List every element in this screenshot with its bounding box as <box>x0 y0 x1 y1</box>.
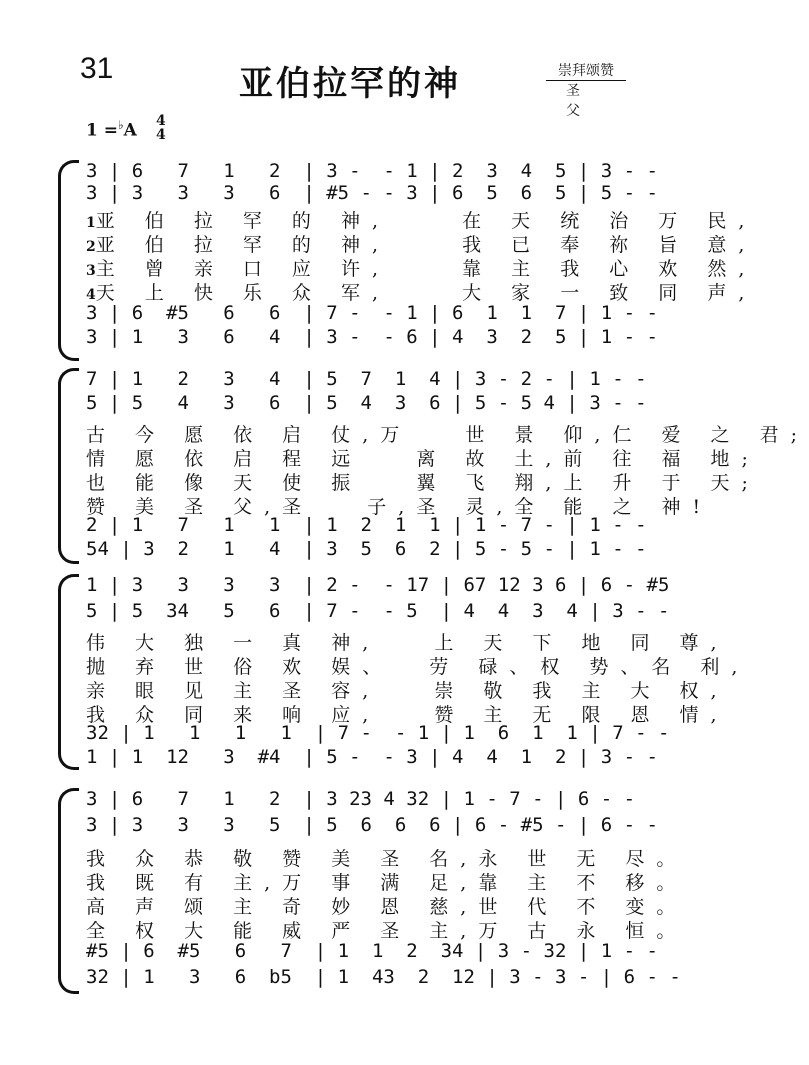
key-signature <box>86 118 137 141</box>
key-note: A <box>123 120 137 141</box>
music-system-4 <box>0 788 700 1008</box>
alto-line: 3 | 3 3 3 5 | 5 6 6 6 | 6 - #5 - | 6 - - <box>86 814 658 836</box>
lyric-verse-2: 2亚 伯 拉 罕 的 神, 我 已 奉 祢 旨 意, <box>86 234 757 256</box>
system-brace <box>58 160 79 361</box>
page-title: 亚伯拉罕的神 <box>239 64 461 104</box>
system-brace <box>58 574 79 770</box>
meter-top: 4 <box>156 113 166 129</box>
system-brace <box>58 788 79 994</box>
lyric-verse-1: 伟 大 独 一 真 神, 上 天 下 地 同 尊, <box>86 632 729 654</box>
lyric-verse-2: 我 既 有 主,万 事 满 足,靠 主 不 移。 <box>86 872 688 894</box>
hymn-number: 31 <box>80 52 114 85</box>
tenor-line: 2 | 1 7 1 1 | 1 2 1 1 | 1 - 7 - | 1 - - <box>86 514 647 536</box>
bass-line: 32 | 1 3 6 b5 | 1 43 2 12 | 3 - 3 - | 6 - - <box>86 966 681 988</box>
lyric-verse-4: 我 众 同 来 响 应, 赞 主 无 限 恩 情, <box>86 704 729 726</box>
tenor-line: 3 | 6 #5 6 6 | 7 - - 1 | 6 1 1 7 | 1 - - <box>86 302 658 324</box>
alto-line: 5 | 5 34 5 6 | 7 - - 5 | 4 4 3 4 | 3 - - <box>86 600 670 622</box>
lyric-verse-4: 全 权 大 能 威 严 圣 主,万 古 永 恒。 <box>86 920 688 942</box>
lyric-verse-3: 亲 眼 见 主 圣 容, 崇 敬 我 主 大 权, <box>86 680 729 702</box>
soprano-line: 3 | 6 7 1 2 | 3 23 4 32 | 1 - 7 - | 6 - - <box>86 788 636 810</box>
soprano-line: 1 | 3 3 3 3 | 2 - - 17 | 67 12 3 6 | 6 - #5 <box>86 574 670 596</box>
alto-line: 3 | 3 3 3 6 | #5 - - 3 | 6 5 6 5 | 5 - - <box>86 182 658 204</box>
soprano-line: 3 | 6 7 1 2 | 3 - - 1 | 2 3 4 5 | 3 - - <box>86 160 658 182</box>
time-signature <box>156 114 166 142</box>
lyric-verse-4: 赞 美 圣 父,圣 子,圣 灵,全 能 之 神! <box>86 496 713 518</box>
bass-line: 3 | 1 3 6 4 | 3 - - 6 | 4 3 2 5 | 1 - - <box>86 326 658 348</box>
lyric-verse-3: 也 能 像 天 使 振 翼 飞 翔,上 升 于 天; <box>86 472 760 494</box>
music-system-2 <box>0 368 809 568</box>
meter-bottom: 4 <box>156 127 166 143</box>
tenor-line: #5 | 6 #5 6 7 | 1 1 2 34 | 3 - 32 | 1 - - <box>86 940 658 962</box>
flat-sign: ♭ <box>118 118 124 132</box>
lyric-verse-3: 高 声 颂 主 奇 妙 恩 慈,世 代 不 变。 <box>86 896 688 918</box>
key-label: 1 = <box>86 120 118 141</box>
bass-line: 1 | 1 12 3 #4 | 5 - - 3 | 4 4 1 2 | 3 - - <box>86 746 658 768</box>
music-system-1 <box>0 160 757 360</box>
lyric-verse-3: 3主 曾 亲 口 应 许, 靠 主 我 心 欢 然, <box>86 258 757 280</box>
lyric-verse-2: 情 愿 依 启 程 远 离 故 土,前 往 福 地; <box>86 448 760 470</box>
credit-author: 圣 父 <box>566 83 606 119</box>
lyric-verse-1: 我 众 恭 敬 赞 美 圣 名,永 世 无 尽。 <box>86 848 688 870</box>
music-system-3 <box>0 574 750 774</box>
credit-source: 崇拜颂赞 <box>546 60 626 81</box>
lyric-verse-2: 抛 弃 世 俗 欢 娱、 劳 碌、权 势、名 利, <box>86 656 750 678</box>
bass-line: 54 | 3 2 1 4 | 3 5 6 2 | 5 - 5 - | 1 - - <box>86 538 647 560</box>
soprano-line: 7 | 1 2 3 4 | 5 7 1 4 | 3 - 2 - | 1 - - <box>86 368 647 390</box>
system-brace <box>58 368 79 564</box>
tenor-line: 32 | 1 1 1 1 | 7 - - 1 | 1 6 1 1 | 7 - - <box>86 722 670 744</box>
lyric-verse-4: 4天 上 快 乐 众 军, 大 家 一 致 同 声, <box>86 282 757 304</box>
alto-line: 5 | 5 4 3 6 | 5 4 3 6 | 5 - 5 4 | 3 - - <box>86 392 647 414</box>
lyric-verse-1: 古 今 愿 依 启 仗,万 世 景 仰,仁 爱 之 君; <box>86 424 809 446</box>
lyric-verse-1: 1亚 伯 拉 罕 的 神, 在 天 统 治 万 民, <box>86 210 757 232</box>
